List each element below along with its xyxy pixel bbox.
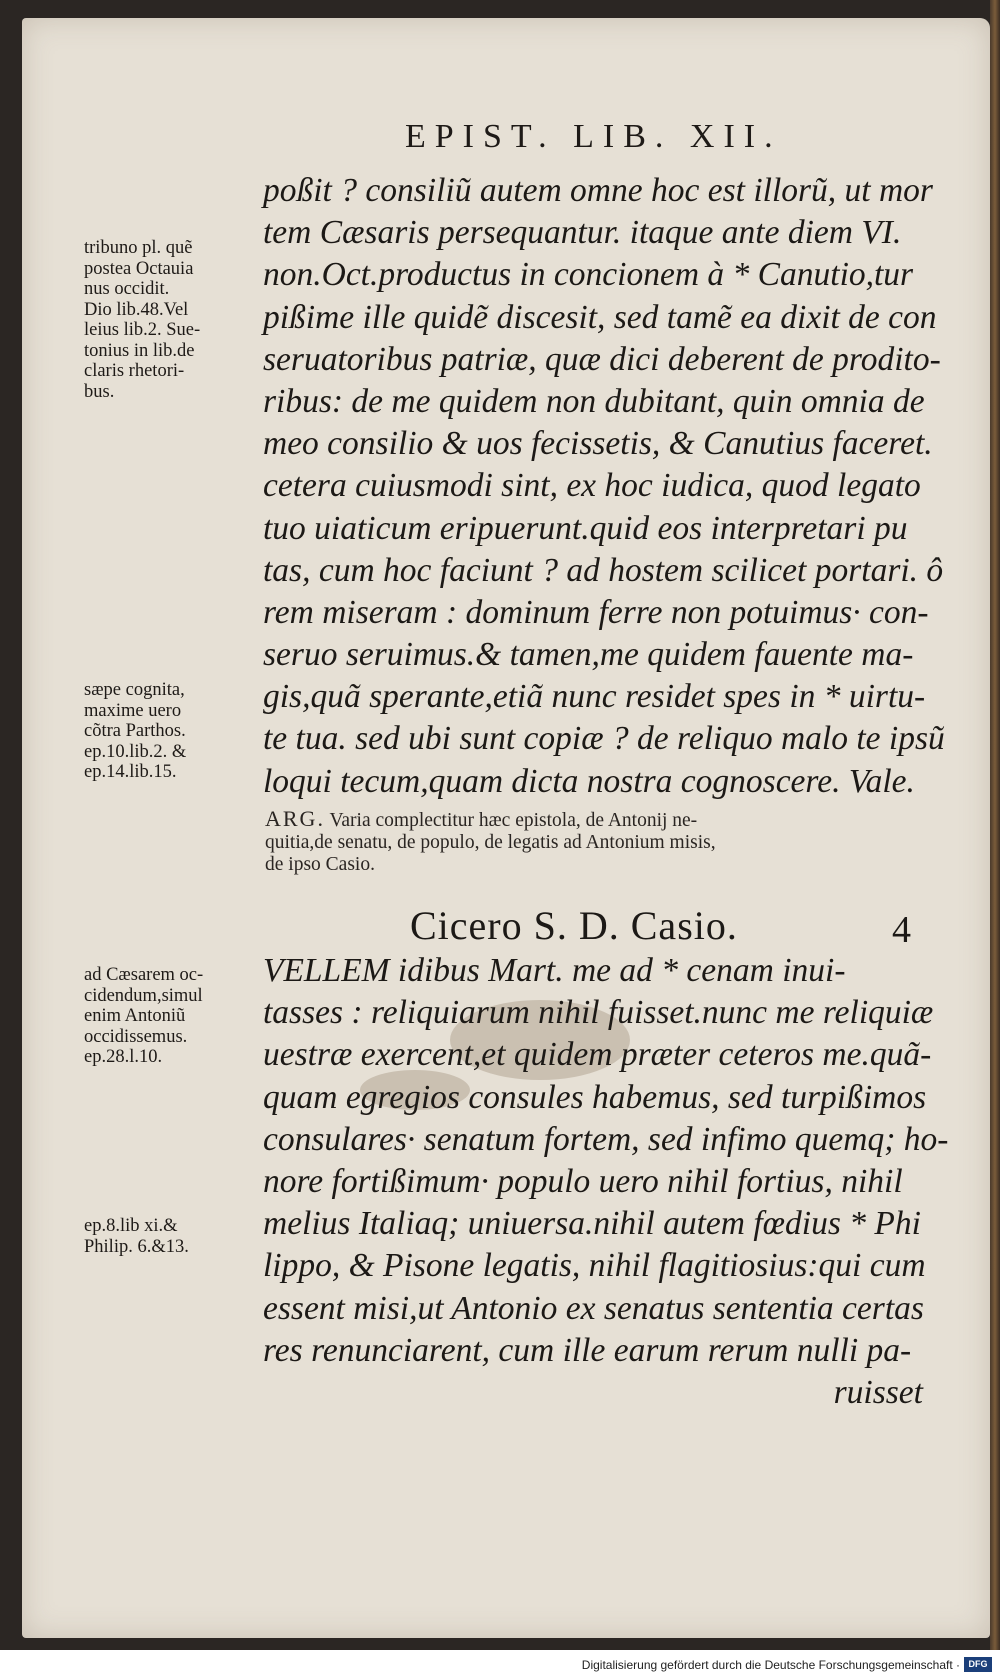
margin-note-line: cõtra Parthos.: [84, 721, 186, 741]
margin-note-line: bus.: [84, 381, 115, 402]
page-text-top: [263, 170, 945, 803]
text-line: rem miseram : dominum ferre non potuimus· con-: [263, 593, 929, 631]
letter-number: 4: [892, 909, 911, 951]
text-line: res renunciarent, cum ille earum rerum nulli pa-: [263, 1331, 912, 1369]
margin-note-line: ep.28.l.10.: [84, 1047, 163, 1067]
margin-note-1: [84, 238, 256, 402]
text-line: tasses : reliquiarum nihil fuisset.nunc me reliquiæ: [263, 994, 934, 1032]
argument-label: ARG.: [265, 806, 325, 831]
margin-note-line: cidendum,simul: [84, 985, 203, 1006]
text-line: gis,quã sperante,etiã nunc residet spes in * uirtu-: [263, 678, 926, 716]
margin-note-line: tribuno pl. quẽ: [84, 238, 193, 258]
book-edge: [990, 0, 1000, 1650]
argument-line: Varia complectitur hæc epistola, de Antonij ne-: [329, 810, 698, 831]
margin-note-line: Dio lib.48.Vel: [84, 299, 189, 320]
letter-argument: [265, 808, 925, 876]
margin-note-line: claris rhetori-: [84, 361, 185, 381]
text-line: seruo seruimus.& tamen,me quidem fauente ma-: [263, 636, 914, 674]
text-line: seruatoribus patriæ, quæ dici deberent de prodito-: [263, 340, 941, 378]
text-line: cetera cuiusmodi sint, ex hoc iudica, quod legato: [263, 467, 921, 505]
text-line: loqui tecum,quam dicta nostra cognoscere. Vale.: [263, 762, 915, 800]
text-line: poßit ? consiliũ autem omne hoc est illorũ, ut mor: [263, 172, 933, 209]
margin-note-line: nus occidit.: [84, 279, 170, 299]
running-head: EPIST. LIB. XII.: [405, 118, 782, 155]
text-line: ruisset: [833, 1373, 923, 1411]
margin-note-line: ep.8.lib xi.&: [84, 1216, 178, 1236]
text-line: consulares· senatum fortem, sed infimo quemq; ho-: [263, 1120, 949, 1158]
text-line: pißime ille quidẽ discesit, sed tamẽ ea dixit de con: [263, 298, 937, 336]
margin-note-line: postea Octauia: [84, 258, 194, 279]
margin-note-2: [84, 680, 256, 783]
text-line: non.Oct.productus in concionem à * Canutio,tur: [263, 256, 914, 294]
text-line: lippo, & Pisone legatis, nihil flagitiosius:qui cum: [263, 1247, 926, 1285]
text-line: essent misi,ut Antonio ex senatus sententia certas: [263, 1289, 924, 1327]
margin-note-3: [84, 965, 256, 1068]
text-line: melius Italiaq; uniuersa.nihil autem fœdius * Phi: [263, 1205, 921, 1243]
margin-note-line: enim Antoniũ: [84, 1006, 186, 1026]
text-line: tuo uiaticum eripuerunt.quid eos interpretari pu: [263, 509, 908, 547]
margin-note-4: [84, 1216, 256, 1257]
funding-credit: Digitalisierung gefördert durch die Deutsche Forschungsgemeinschaft ·: [581, 1658, 960, 1672]
letter-text: [263, 950, 949, 1414]
text-line: meo consilio & uos fecissetis, & Canutius faceret.: [263, 425, 933, 463]
text-line: tas, cum hoc faciunt ? ad hostem scilicet portari. ô: [263, 551, 944, 589]
footer: [0, 1650, 1000, 1679]
text-line: nore fortißimum· populo uero nihil fortius, nihil: [263, 1162, 903, 1200]
text-line: tem Cæsaris persequantur. itaque ante diem VI.: [263, 214, 902, 252]
margin-note-line: leius lib.2. Sue-: [84, 320, 201, 340]
argument-line: de ipso Casio.: [265, 854, 375, 875]
text-line: te tua. sed ubi sunt copiæ ? de reliquo malo te ipsũ: [263, 720, 945, 758]
margin-note-line: occidissemus.: [84, 1026, 188, 1047]
dfg-logo-icon: DFG: [964, 1657, 992, 1672]
text-line: VELLEM idibus Mart. me ad * cenam inui-: [263, 952, 846, 989]
margin-note-line: ep.10.lib.2. &: [84, 741, 187, 762]
margin-note-line: sæpe cognita,: [84, 680, 185, 700]
argument-line: quitia,de senatu, de populo, de legatis ad Antonium misis,: [265, 832, 716, 853]
text-line: uestræ exercent,et quidem præter ceteros me.quã-: [263, 1036, 932, 1074]
margin-note-line: tonius in lib.de: [84, 340, 195, 361]
margin-note-line: ep.14.lib.15.: [84, 762, 177, 782]
margin-note-line: ad Cæsarem oc-: [84, 965, 204, 985]
text-line: quam egregios consules habemus, sed turpißimos: [263, 1078, 927, 1116]
margin-note-line: maxime uero: [84, 700, 182, 721]
text-line: ribus: de me quidem non dubitant, quin omnia de: [263, 382, 925, 420]
margin-note-line: Philip. 6.&13.: [84, 1236, 189, 1257]
letter-heading: Cicero S. D. Casio.: [410, 903, 738, 948]
